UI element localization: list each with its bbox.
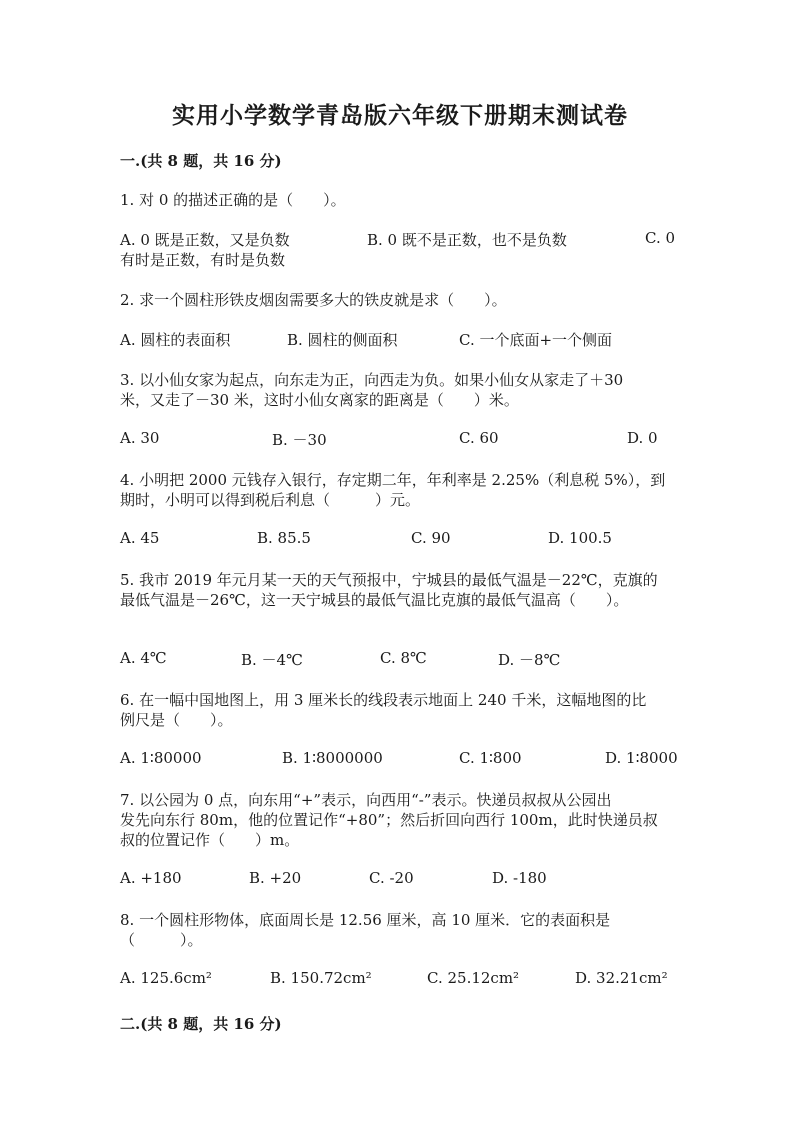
question-5-option-b: B. －4℃ (241, 651, 303, 669)
question-8-option-c: C. 25.12cm² (427, 969, 520, 987)
question-3-option-a: A. 30 (120, 429, 160, 447)
question-3-option-b: B. －30 (272, 431, 327, 449)
question-2-option-a: A. 圆柱的表面积 (120, 331, 231, 349)
question-3-option-d: D. 0 (627, 429, 658, 447)
question-4-stem-line-2: 期时，小明可以得到税后利息（ ）元。 (120, 491, 421, 509)
question-4-option-c: C. 90 (411, 529, 451, 547)
section-heading-2: 二.(共 8 题，共 16 分) (120, 1015, 282, 1033)
question-3-option-c: C. 60 (459, 429, 499, 447)
question-1-option-c-continued: 有时是正数，有时是负数 (120, 251, 286, 269)
question-1-stem: 1. 对 0 的描述正确的是（ ）。 (120, 191, 346, 209)
question-4-stem-line-1: 4. 小明把 2000 元钱存入银行，存定期二年，年利率是 2.25%（利息税 5%），到 (120, 471, 666, 489)
question-5-option-a: A. 4℃ (120, 649, 167, 667)
question-8-option-d: D. 32.21cm² (575, 969, 668, 987)
question-6-option-c: C. 1∶800 (459, 749, 522, 767)
question-6-option-b: B. 1∶8000000 (282, 749, 383, 767)
question-7-option-c: C. -20 (369, 869, 414, 887)
question-8-option-b: B. 150.72cm² (270, 969, 372, 987)
question-6-option-a: A. 1∶80000 (120, 749, 202, 767)
question-8-stem-line-1: 8. 一个圆柱形物体，底面周长是 12.56 厘米，高 10 厘米．它的表面积是 (120, 911, 611, 929)
question-7-stem-line-2: 发先向东行 80m，他的位置记作“+80”；然后折回向西行 100m，此时快递员叔 (120, 811, 658, 829)
question-8-stem-line-2: （ ）。 (120, 931, 203, 949)
question-3-stem-line-2: 米，又走了－30 米，这时小仙女离家的距离是（ ）米。 (120, 391, 519, 409)
question-7-option-b: B. +20 (249, 869, 302, 887)
question-7-stem-line-3: 叔的位置记作（ ）m。 (120, 831, 300, 849)
question-7-option-a: A. +180 (120, 869, 182, 887)
question-7-option-d: D. -180 (492, 869, 547, 887)
page-title: 实用小学数学青岛版六年级下册期末测试卷 (172, 102, 628, 129)
question-6-option-d: D. 1∶8000 (605, 749, 678, 767)
question-6-stem-line-1: 6. 在一幅中国地图上，用 3 厘米长的线段表示地面上 240 千米，这幅地图的比 (120, 691, 647, 709)
question-7-stem-line-1: 7. 以公园为 0 点，向东用“+”表示，向西用“-”表示。快递员叔叔从公园出 (120, 791, 612, 809)
question-1-option-b: B. 0 既不是正数，也不是负数 (367, 231, 567, 249)
question-1-option-a: A. 0 既是正数，又是负数 (120, 231, 290, 249)
question-4-option-a: A. 45 (120, 529, 160, 547)
question-2-option-b: B. 圆柱的侧面积 (287, 331, 398, 349)
question-4-option-d: D. 100.5 (548, 529, 612, 547)
section-heading-1: 一.(共 8 题，共 16 分) (120, 152, 282, 170)
question-5-option-c: C. 8℃ (380, 649, 427, 667)
question-5-stem-line-2: 最低气温是－26℃，这一天宁城县的最低气温比克旗的最低气温高（ ）。 (120, 591, 629, 609)
question-2-option-c: C. 一个底面+一个侧面 (459, 331, 613, 349)
question-2-stem: 2. 求一个圆柱形铁皮烟囱需要多大的铁皮就是求（ ）。 (120, 291, 507, 309)
question-1-option-c: C. 0 (645, 229, 676, 247)
question-5-stem-line-1: 5. 我市 2019 年元月某一天的天气预报中，宁城县的最低气温是－22℃，克旗的 (120, 571, 658, 589)
question-8-option-a: A. 125.6cm² (120, 969, 212, 987)
question-4-option-b: B. 85.5 (257, 529, 311, 547)
question-3-stem-line-1: 3. 以小仙女家为起点，向东走为正，向西走为负。如果小仙女从家走了＋30 (120, 371, 624, 389)
question-5-option-d: D. －8℃ (498, 651, 561, 669)
question-6-stem-line-2: 例尺是（ ）。 (120, 711, 233, 729)
